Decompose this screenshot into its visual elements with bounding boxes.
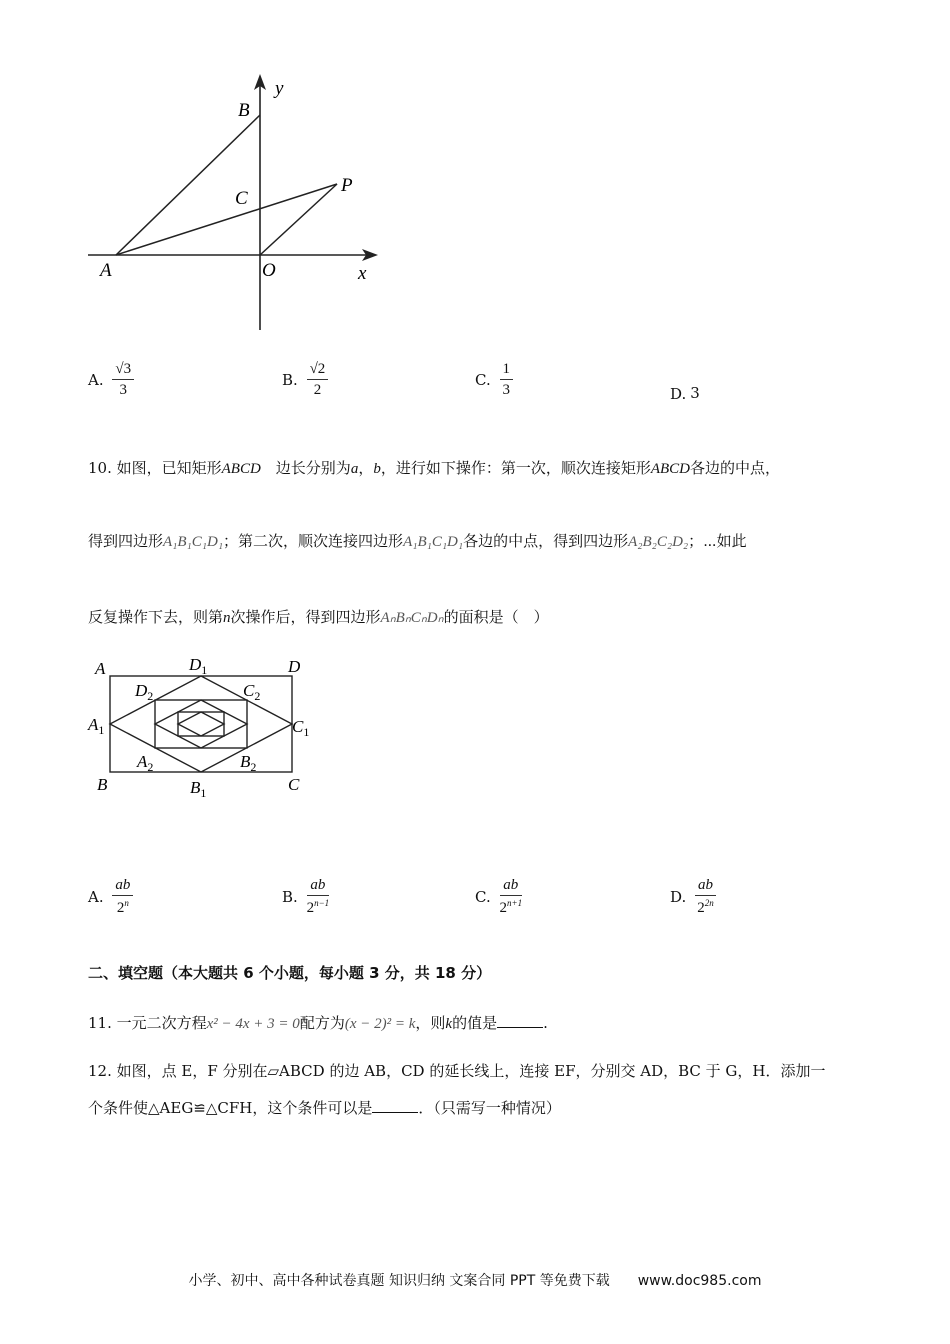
q9-option-b[interactable]: B. $\frac{√2}{2}$: [282, 362, 328, 398]
label-a: A: [95, 659, 106, 678]
q12-answer-blank[interactable]: [372, 1100, 418, 1113]
label-a2: $A_2$: [137, 752, 154, 774]
q10-line2: 得到四边形A₁B₁C₁D₁；第二次，顺次连接四边形A₁B₁C₁D₁各边的中点，得到四边形A₂B₂C₂D₂；⋯如此: [88, 532, 747, 550]
label-a: A: [100, 260, 112, 281]
section-title-fill-blank: 二、填空题（本大题共 6 个小题，每小题 3 分，共 18 分）: [88, 964, 492, 982]
q11-answer-blank[interactable]: [497, 1015, 543, 1028]
label-b: B: [97, 775, 108, 794]
label-y: y: [275, 78, 284, 99]
q11: 11. 一元二次方程x² − 4x + 3 = 0配方为(x − 2)² = k，则k的值是 .: [88, 1014, 548, 1032]
label-o: O: [262, 260, 276, 281]
page-footer: 小学、初中、高中各种试卷真题 知识归纳 文案合同 PPT 等免费下载 www.doc985.com: [188, 1273, 762, 1289]
label-b2: $B_2$: [240, 752, 257, 774]
q9-option-d[interactable]: D. 3: [670, 384, 700, 403]
segment-ab: [116, 115, 260, 255]
q9-option-c[interactable]: C. $\frac{1}{3}$: [475, 362, 513, 398]
q10-option-d[interactable]: D. $\frac{ab}{2^{2n}}$: [670, 878, 716, 916]
q10-line3: 反复操作下去，则第n次操作后，得到四边形AₙBₙCₙDₙ的面积是（ ）: [88, 608, 549, 626]
rect-a2b2c2d2: [155, 700, 247, 748]
label-d2: $D_2$: [135, 681, 154, 703]
q12-line1: 12. 如图，点 E，F 分别在▱ABCD 的边 AB，CD 的延长线上，连接 EF，分别交 AD，BC 于 G，H．添加一: [88, 1062, 826, 1080]
label-b1: $B_1$: [190, 778, 207, 800]
label-b: B: [238, 100, 250, 121]
label-c: C: [288, 775, 300, 794]
q10-line1: 10. 如图，已知矩形ABCD 边长分别为a，b，进行如下操作：第一次，顺次连接矩形ABCD各边的中点，: [88, 459, 781, 477]
rhombus-5: [178, 712, 224, 736]
label-c2: $C_2$: [243, 681, 261, 703]
label-c: C: [235, 188, 248, 209]
q9-option-a[interactable]: A. $\frac{√3}{3}$: [88, 362, 134, 398]
label-p: P: [341, 175, 353, 196]
segment-op: [260, 184, 337, 255]
label-d: D: [288, 657, 301, 676]
figure-nested-rectangles: [85, 650, 325, 805]
rect-4: [178, 712, 224, 736]
q10-option-a[interactable]: A. $\frac{ab}{2^n}$: [88, 878, 133, 916]
q12-line2: 个条件使△AEG≌△CFH，这个条件可以是 ．（只需写一种情况）: [88, 1099, 561, 1117]
figure-coordinate-triangle: [80, 70, 400, 340]
q10-option-b[interactable]: B. $\frac{ab}{2^{n-1}}$: [282, 877, 330, 916]
label-x: x: [358, 263, 367, 284]
label-a1: $A_1$: [88, 715, 105, 737]
label-d1: $D_1$: [189, 655, 208, 677]
label-c1: $C_1$: [292, 717, 310, 739]
segment-ap: [116, 184, 337, 255]
q10-option-c[interactable]: C. $\frac{ab}{2^{n+1}}$: [475, 877, 523, 916]
rhombus-3: [155, 700, 247, 748]
